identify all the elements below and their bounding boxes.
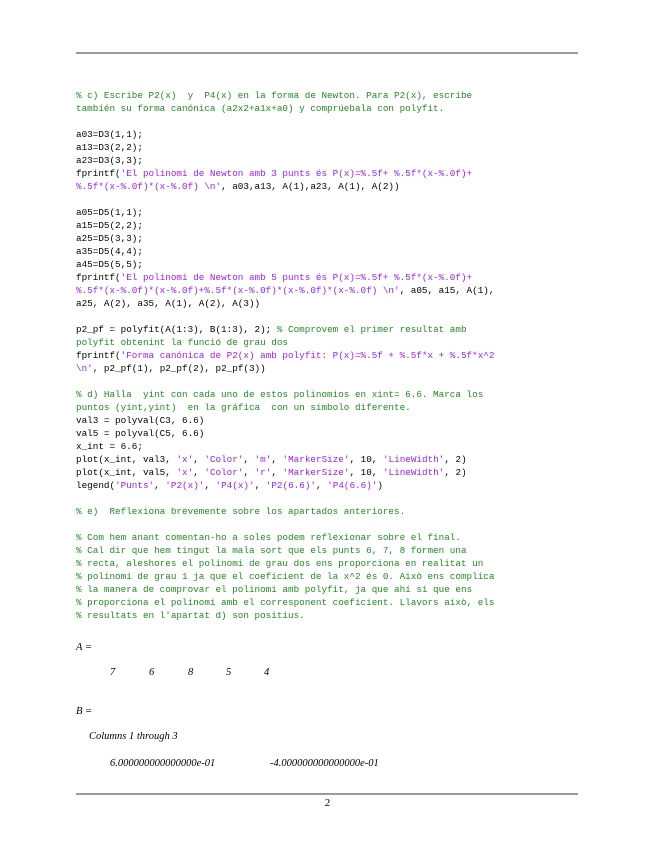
code-text: , 2) (444, 467, 467, 478)
code-string: \n' (76, 363, 93, 374)
code-string: 'P2(x)' (165, 480, 205, 491)
code-line (76, 570, 581, 583)
code-line (76, 414, 581, 427)
code-line (76, 89, 581, 102)
code-line (76, 596, 581, 609)
code-text: fprintf( (76, 350, 121, 361)
code-string: 'P4(x)' (215, 480, 255, 491)
code-line (76, 609, 581, 622)
code-text: , 10, (349, 454, 383, 465)
code-text: , a05, a15, A(1), (399, 285, 495, 296)
code-comment: % c) Escribe P2(x) y P4(x) en la forma de Newton. Para P2(x), escribe (76, 90, 473, 101)
code-string: 'El polinomi de Newton amb 5 punts és P(x)=%.5f+ %.5f*(x-%.0f)+ (120, 272, 473, 283)
code-line (76, 284, 581, 297)
output-columns-label: Columns 1 through 3 (89, 731, 178, 742)
code-line (76, 557, 581, 570)
code-string: 'm' (254, 454, 272, 465)
code-line (76, 583, 581, 596)
code-text: a35=D5(4,4); (76, 246, 143, 257)
code-comment: % d) Halla yint con cada uno de estos polinomios en xint= 6.6. Marca los (76, 389, 484, 400)
code-string: 'MarkerSize' (282, 467, 350, 478)
blank-line (76, 310, 581, 323)
code-text: , (154, 480, 166, 491)
code-comment: % Com hem anant comentan-ho a soles podem reflexionar sobre el final. (76, 532, 461, 543)
code-string: 'Forma canónica de P2(x) amb polyfit: P(x)=%.5f + %.5f*x + %.5f*x^2 (120, 350, 495, 361)
code-comment: % polinomi de grau 1 ja que el coeficient de la x^2 és 0. Això ens complica (76, 571, 495, 582)
code-comment: también su forma canónica (a2x2+a1x+a0) y comprúebala con polyfit. (76, 103, 445, 114)
code-line (76, 336, 581, 349)
code-string: 'Color' (204, 467, 244, 478)
code-text: plot(x_int, val5, (76, 467, 177, 478)
code-line (76, 167, 581, 180)
code-line (76, 349, 581, 362)
code-text: , (254, 480, 266, 491)
code-line (76, 479, 581, 492)
code-line (76, 102, 581, 115)
code-line (76, 219, 581, 232)
code-line (76, 232, 581, 245)
code-string: 'MarkerSize' (282, 454, 350, 465)
code-line (76, 362, 581, 375)
code-text: a25=D5(3,3); (76, 233, 143, 244)
code-line (76, 323, 581, 336)
code-text: a25, A(2), a35, A(1), A(2), A(3)) (76, 298, 261, 309)
code-string: 'x' (176, 467, 194, 478)
code-comment: % resultats en l'apartat d) son positius. (76, 610, 305, 621)
output-a-value: 7 (110, 667, 116, 678)
code-text: a03=D3(1,1); (76, 129, 143, 140)
code-line (76, 258, 581, 271)
code-string: 'Color' (204, 454, 244, 465)
output-a-value: 5 (226, 667, 232, 678)
page-number: 2 (324, 797, 331, 809)
code-text: a05=D5(1,1); (76, 207, 143, 218)
blank-line (76, 492, 581, 505)
code-text: , 2) (444, 454, 467, 465)
code-line (76, 141, 581, 154)
code-string: %.5f*(x-%.0f)*(x-%.0f) \n' (76, 181, 222, 192)
code-string: 'Punts' (115, 480, 155, 491)
header-rule (76, 52, 578, 54)
code-text: plot(x_int, val3, (76, 454, 177, 465)
code-string: 'P4(6.6)' (327, 480, 378, 491)
code-comment: puntos (yint,yint) en la gráfica con un símbolo diferente. (76, 402, 411, 413)
code-line (76, 453, 581, 466)
code-line (76, 505, 581, 518)
blank-line (76, 115, 581, 128)
code-text: x_int = 6.6; (76, 441, 143, 452)
code-line (76, 245, 581, 258)
code-text: a23=D3(3,3); (76, 155, 143, 166)
code-line (76, 154, 581, 167)
code-line (76, 427, 581, 440)
code-text: , (243, 467, 255, 478)
code-comment: % Cal dir que hem tingut la mala sort que els punts 6, 7, 8 formen una (76, 545, 467, 556)
code-line (76, 180, 581, 193)
code-comment: % la manera de comprovar el polinomi amb polyfit, ja que ahí si que ens (76, 584, 473, 595)
code-line (76, 440, 581, 453)
code-text: val5 = polyval(C5, 6.6) (76, 428, 205, 439)
code-line (76, 544, 581, 557)
code-text: a13=D3(2,2); (76, 142, 143, 153)
code-comment: % e) Reflexiona brevemente sobre los apartados anteriores. (76, 506, 406, 517)
code-text: , 10, (349, 467, 383, 478)
code-text: , (315, 480, 328, 491)
code-text: , (243, 454, 255, 465)
code-comment: % recta, aleshores el polinomi de grau dos ens proporciona en realitat un (76, 558, 484, 569)
code-line (76, 271, 581, 284)
code-listing (76, 89, 581, 622)
code-comment: % proporciona el polinomi amb el corresponent coeficient. Llavors això, els (76, 597, 495, 608)
code-line (76, 206, 581, 219)
code-text: , (271, 467, 283, 478)
output-b-value: 6.000000000000000e-01 (110, 758, 216, 769)
code-text: , (193, 467, 205, 478)
code-text: , (204, 480, 216, 491)
code-text: , (271, 454, 283, 465)
output-a-label: A = (76, 642, 92, 653)
code-text: fprintf( (76, 272, 121, 283)
code-text: , a03,a13, A(1),a23, A(1), A(2)) (221, 181, 400, 192)
footer-rule (76, 793, 578, 795)
code-string: 'x' (176, 454, 194, 465)
output-a-value: 4 (264, 667, 270, 678)
output-b-value: -4.000000000000000e-01 (270, 758, 379, 769)
code-line (76, 297, 581, 310)
code-text: a45=D5(5,5); (76, 259, 143, 270)
code-line (76, 531, 581, 544)
code-string: 'LineWidth' (382, 454, 445, 465)
code-text: a15=D5(2,2); (76, 220, 143, 231)
code-comment: % Comprovem el primer resultat amb (276, 324, 467, 335)
code-line (76, 466, 581, 479)
output-a-value: 8 (188, 667, 194, 678)
code-text: , p2_pf(1), p2_pf(2), p2_pf(3)) (92, 363, 266, 374)
code-text: legend( (76, 480, 116, 491)
blank-line (76, 518, 581, 531)
code-text: ) (377, 480, 383, 491)
code-text: val3 = polyval(C3, 6.6) (76, 415, 205, 426)
code-string: 'El polinomi de Newton amb 3 punts és P(x)=%.5f+ %.5f*(x-%.0f)+ (120, 168, 473, 179)
code-line (76, 388, 581, 401)
code-text: fprintf( (76, 168, 121, 179)
code-string: 'P2(6.6)' (265, 480, 316, 491)
code-text: , (193, 454, 205, 465)
code-string: %.5f*(x-%.0f)*(x-%.0f)+%.5f*(x-%.0f)*(x-%.0f)*(x-%.0f) \n' (76, 285, 400, 296)
code-comment: polyfit obtenint la funció de grau dos (76, 337, 289, 348)
code-string: 'LineWidth' (382, 467, 445, 478)
output-b-label: B = (76, 706, 93, 717)
code-string: 'r' (254, 467, 272, 478)
code-line (76, 128, 581, 141)
blank-line (76, 375, 581, 388)
output-a-value: 6 (149, 667, 155, 678)
blank-line (76, 193, 581, 206)
code-text: p2_pf = polyfit(A(1:3), B(1:3), 2); (76, 324, 277, 335)
code-line (76, 401, 581, 414)
